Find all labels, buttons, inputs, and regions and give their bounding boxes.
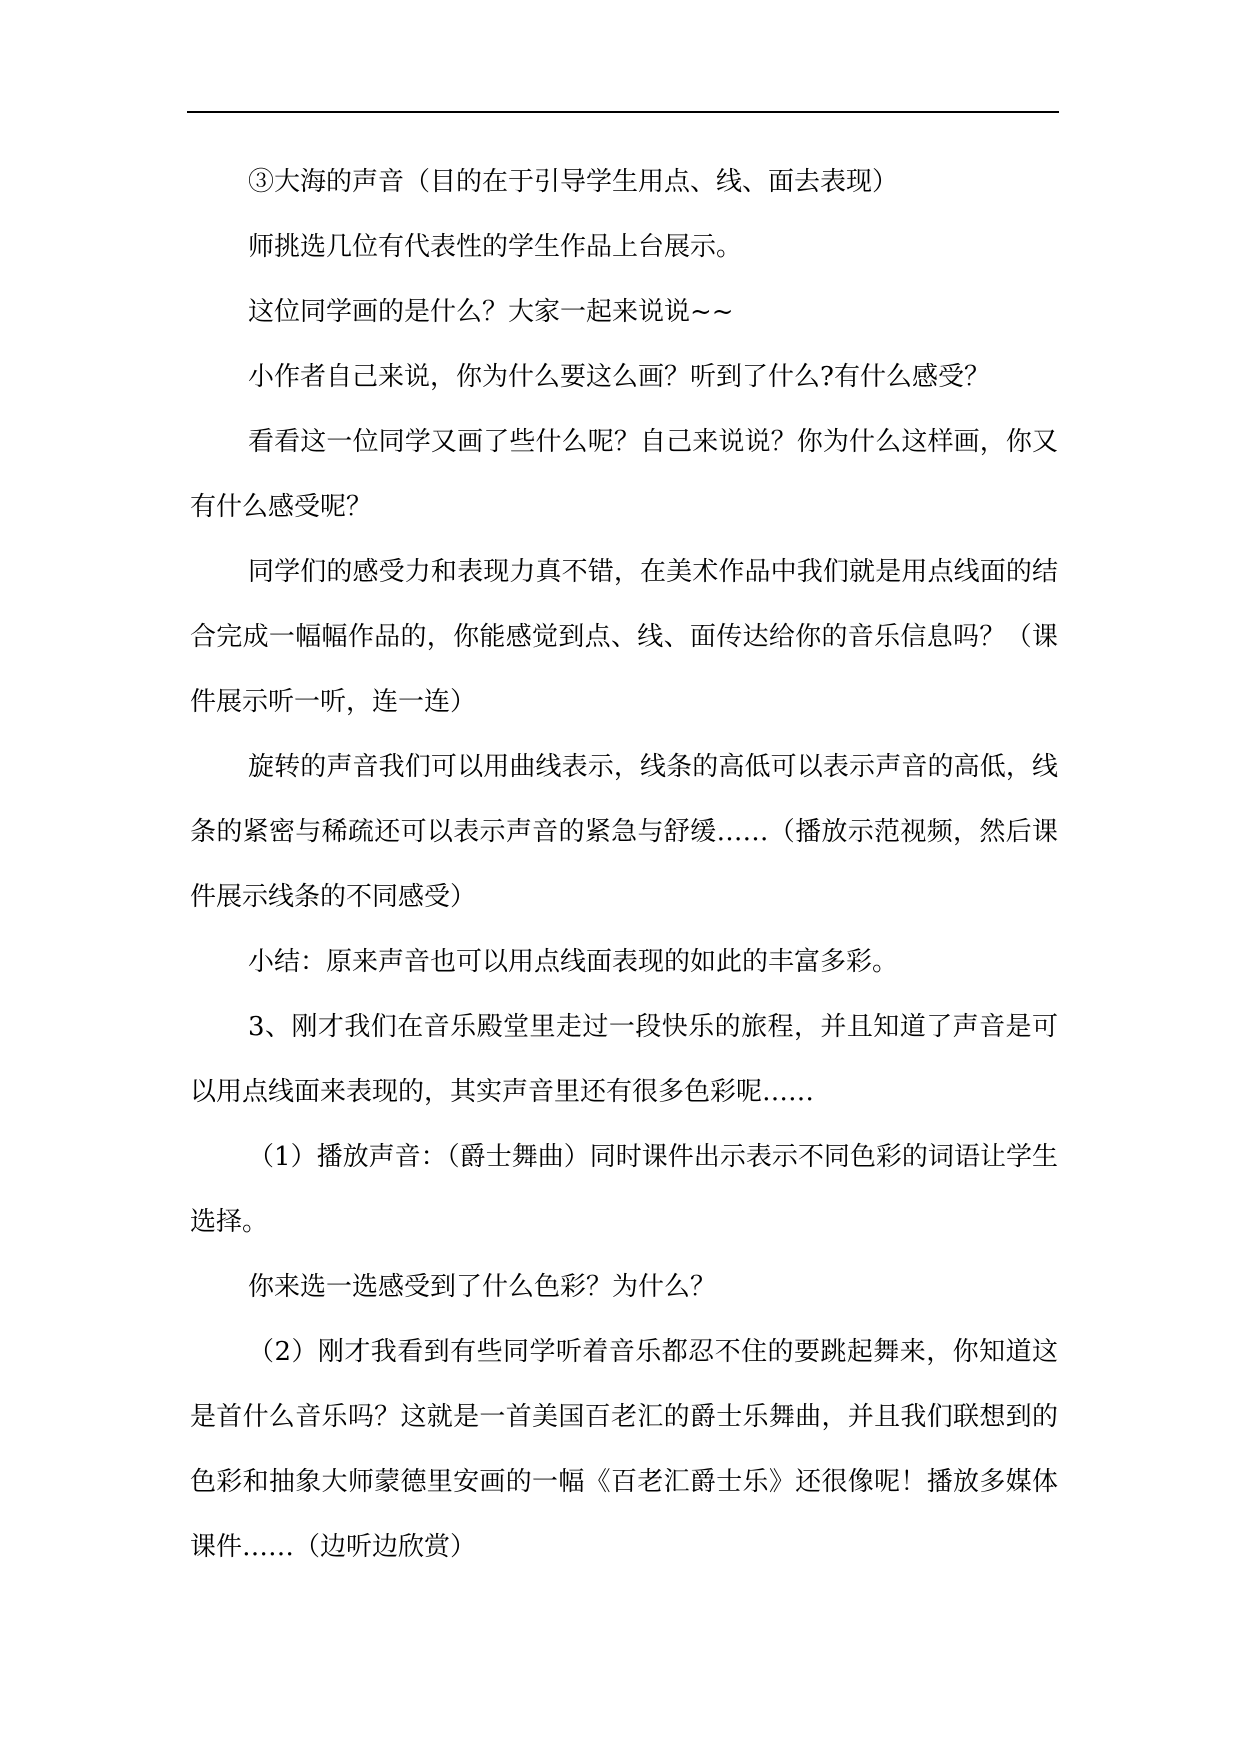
paragraph: （1）播放声音：（爵士舞曲）同时课件出示表示不同色彩的词语让学生选择。 [190, 1142, 1058, 1237]
paragraph: 师挑选几位有代表性的学生作品上台展示。 [248, 232, 743, 262]
paragraph: 同学们的感受力和表现力真不错，在美术作品中我们就是用点线面的结合完成一幅幅作品的，你能感觉到点、线、面传达给你的音乐信息吗？（课件展示听一听，连一连） [190, 557, 1058, 717]
paragraph: ③大海的声音（目的在于引导学生用点、线、面去表现） [248, 167, 899, 197]
paragraph: （2）刚才我看到有些同学听着音乐都忍不住的要跳起舞来，你知道这是首什么音乐吗？这就是一首美国百老汇的爵士乐舞曲，并且我们联想到的色彩和抽象大师蒙德里安画的一幅《百老汇爵士乐》还很像呢！播放多媒体课件……（边听边欣赏） [190, 1337, 1058, 1562]
paragraph: 小结：原来声音也可以用点线面表现的如此的丰富多彩。 [248, 947, 899, 977]
header-rule [187, 111, 1059, 113]
paragraph: 你来选一选感受到了什么色彩？为什么？ [248, 1272, 717, 1302]
paragraph: 旋转的声音我们可以用曲线表示，线条的高低可以表示声音的高低，线条的紧密与稀疏还可以表示声音的紧急与舒缓……（播放示范视频，然后课件展示线条的不同感受） [190, 752, 1058, 912]
document-body [190, 150, 1058, 1580]
paragraph: 这位同学画的是什么？大家一起来说说~~ [248, 297, 734, 327]
paragraph: 3、刚才我们在音乐殿堂里走过一段快乐的旅程，并且知道了声音是可以用点线面来表现的，其实声音里还有很多色彩呢…… [190, 1012, 1058, 1107]
paragraph: 看看这一位同学又画了些什么呢？自己来说说？你为什么这样画，你又有什么感受呢？ [190, 427, 1058, 522]
paragraph: 小作者自己来说，你为什么要这么画？听到了什么?有什么感受？ [248, 362, 990, 392]
